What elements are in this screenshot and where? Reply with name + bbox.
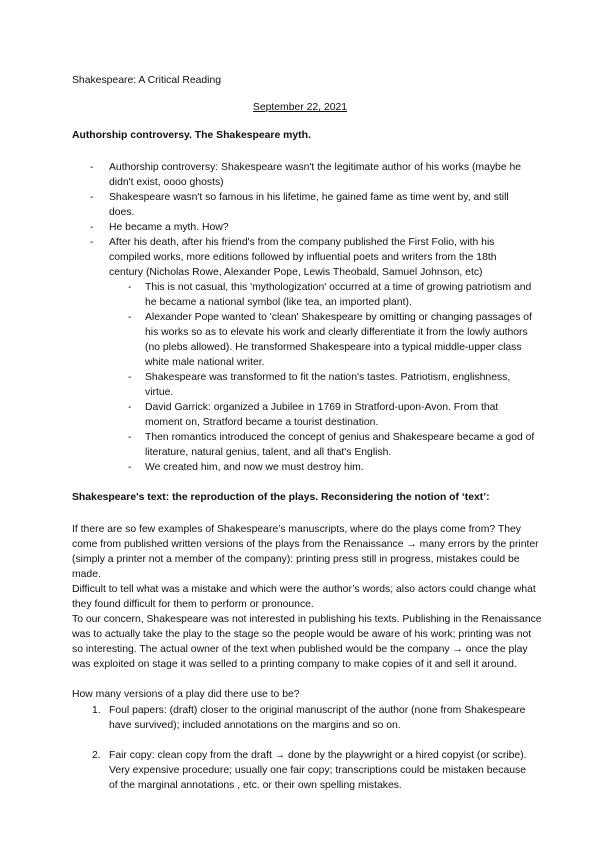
document-title: Shakespeare: A Critical Reading [72, 75, 222, 86]
bullet-dash: - [90, 237, 94, 248]
numbered-item-text: Fair copy: clean copy from the draft → done by the playwright or a hired copyist (or scribe). Very expensive procedure; usually one fair copy; transcriptions could be mistaken because of the marginal annotations , etc. or their own spelling mistakes. [109, 750, 527, 791]
bullet-dash: - [128, 402, 132, 413]
sub-list-item [128, 460, 538, 475]
bullet-dash: - [128, 312, 132, 323]
sub-list-item [128, 370, 538, 400]
list-item [90, 235, 530, 280]
bullet-dash: - [128, 432, 132, 443]
paragraph: To our concern, Shakespeare was not interested in publishing his texts. Publishing in the Renaissance was to actually take the play to the stage so the people would be aware of his work; printing was not so interesting. The actual owner of the text when published would be the company → once the play was exploited on stage it was selled to a printing company to make copies of it and sell it around. [72, 614, 542, 670]
paragraph: If there are so few examples of Shakespeare’s manuscripts, where do the plays come from? They come from published written versions of the plays from the Renaissance → many errors by the printer (simply a printer not a member of the company): printing press still in progress, mistakes could be made. [72, 524, 539, 580]
list-item-text: He became a myth. How? [109, 222, 229, 233]
sub-list-item [128, 280, 538, 310]
list-item [90, 160, 530, 190]
list-item-text: Authorship controversy: Shakespeare wasn't the legitimate author of his works (maybe he didn't exist, oooo ghosts) [109, 162, 522, 188]
sub-list-item [128, 430, 538, 460]
document-date: September 22, 2021 [252, 102, 348, 113]
sub-list-item-text: This is not casual, this 'mythologization' occurred at a time of growing patriotism and he became a national symbol (like tea, an imported plant). [145, 282, 532, 308]
sub-list-item [128, 400, 538, 430]
sub-list-item-text: Shakespeare was transformed to fit the nation's tastes. Patriotism, englishness, virtue. [145, 372, 511, 398]
section-heading-authorship: Authorship controversy. The Shakespeare myth. [72, 130, 311, 141]
sub-list-item-text: We created him, and now we must destroy him. [145, 462, 364, 473]
bullet-dash: - [128, 462, 132, 473]
list-item [90, 190, 530, 220]
list-item [90, 220, 530, 235]
sub-list-item [128, 310, 538, 370]
sub-list-item-text: Alexander Pope wanted to 'clean' Shakespeare by omitting or changing passages of his works so as to elevate his work and clearly differentiate it from the lowly authors (no plebs allowed). He transformed Shakespeare into a typical middle-upper class white male national writer. [145, 312, 532, 368]
bullet-dash: - [90, 162, 94, 173]
numbered-item-text: Foul papers: (draft) closer to the original manuscript of the author (none from Shakespeare have survived); included annotations on the margins and so on. [109, 705, 526, 731]
paragraph: How many versions of a play did there use to be? [72, 689, 300, 700]
sub-list-item-text: Then romantics introduced the concept of genius and Shakespeare became a god of literature, natural genius, talent, and all that's English. [145, 432, 535, 458]
bullet-dash: - [128, 372, 132, 383]
list-item-text: Shakespeare wasn't so famous in his lifetime, he gained fame as time went by, and still does. [109, 192, 509, 218]
bullet-dash: - [128, 282, 132, 293]
numbered-item [92, 748, 537, 793]
section-heading-texts: Shakespeare's text: the reproduction of the plays. Reconsidering the notion of ‘text’: [72, 492, 490, 503]
item-number: 1. [92, 705, 101, 716]
bullet-dash: - [90, 192, 94, 203]
paragraph: Difficult to tell what was a mistake and which were the author’s words; also actors could change what they found difficult for them to perform or pronounce. [72, 584, 536, 610]
item-number: 2. [92, 750, 101, 761]
sub-list-item-text: David Garrick: organized a Jubilee in 1769 in Stratford-upon-Avon. From that moment on, Stratford became a tourist destination. [145, 402, 499, 428]
numbered-item [92, 703, 537, 733]
list-item-text: After his death, after his friend's from the company published the First Folio, with his compiled works, more editions followed by influential poets and writers from the 18th century (Nicholas Rowe, Alexander Pope, Lewis Theobald, Samuel Johnson, etc) [109, 237, 497, 278]
bullet-dash: - [90, 222, 94, 233]
